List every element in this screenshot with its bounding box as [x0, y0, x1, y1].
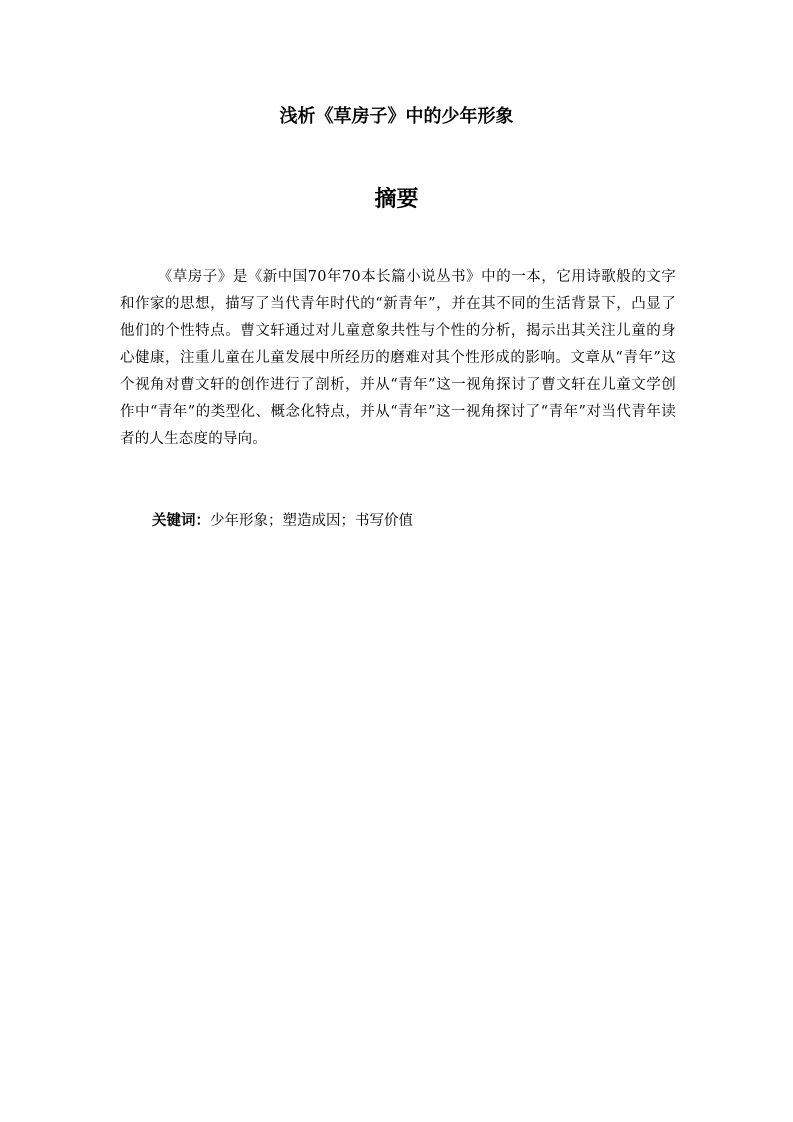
paper-title: 浅析《草房子》中的少年形象: [279, 106, 514, 127]
keywords-line: [152, 508, 676, 534]
keywords-label: 关键词：: [152, 513, 210, 529]
abstract-paragraph: 《草房子》是《新中国70年70本长篇小说丛书》中的一本，它用诗歌般的文字和作家的思想，描写了当代青年时代的“新青年”，并在其不同的生活背景下，凸显了他们的个性特点。曹文轩通过对儿童意象共性与个性的分析，揭示出其关注儿童的身心健康，注重儿童在儿童发展中所经历的磨难对其个性形成的影响。文章从“青年”这个视角对曹文轩的创作进行了剖析，并从“青年”这一视角探讨了曹文轩在儿童文学创作中“青年”的类型化、概念化特点，并从“青年”这一视角探讨了“青年”对当代青年读者的人生态度的导向。: [120, 269, 676, 447]
abstract-heading: 摘要: [374, 187, 419, 212]
keywords-value: 少年形象；塑造成因；书写价值: [210, 513, 413, 529]
